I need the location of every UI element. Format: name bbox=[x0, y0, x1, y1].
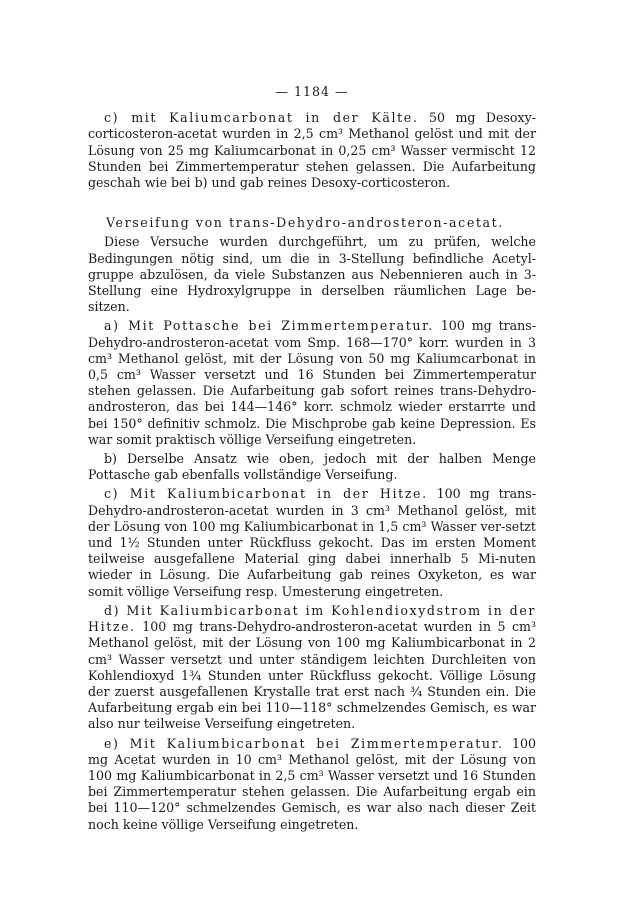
paragraph-lead: e) Mit Kaliumbicarbonat bei Zimmertemperatur. bbox=[104, 735, 504, 751]
paragraph-body: 100 mg trans-Dehydro-androsteron-acetat vom Smp. 168—170° korr. wurden in 3 cm³ Methanol gelöst, mit der Lösung von 50 mg Kaliumcarbonat in 0,5 cm³ Wasser versetzt und 16 Stunden bei Zimmertemperatur stehen gelassen. Die Aufarbeitung gab sofort reines trans-Dehydro-androsteron, das bei 144—146° korr. schmolz wieder erstarrte und bei 150° definitiv schmolz. Die Mischprobe gab keine Depression. Es war somit praktisch völlige Verseifung eingetreten. bbox=[88, 318, 536, 447]
paragraph-b: b) Derselbe Ansatz wie oben, jedoch mit der halben Menge Pottasche gab ebenfalls vollständige Verseifung. bbox=[88, 451, 536, 483]
paragraph-c-kaliumcarbonat-kaelte bbox=[88, 110, 536, 191]
paragraph-body: 100 mg trans-Dehydro-androsteron-acetat wurden in 5 cm³ Methanol gelöst, mit der Lösung von 100 mg Kaliumbicarbonat in 2 cm³ Wasser versetzt und unter ständigem leichten Durchleiten von Kohlendioxyd 1¾ Stunden unter Rückfluss gekocht. Völlige Lösung der zuerst ausgefallenen Krystalle trat erst nach ¾ Stunden ein. Die Aufarbeitung ergab ein bei 110—118° schmelzendes Gemisch, es war also nur teilweise Verseifung eingetreten. bbox=[88, 619, 536, 732]
paragraph-body: 100 mg trans-Dehydro-androsteron-acetat wurden in 3 cm³ Methanol gelöst, mit der Lösung von 100 mg Kaliumbicarbonat in 1,5 cm³ Wasser ver-setzt und 1½ Stunden unter Rückfluss gekocht. Das im ersten Moment teilweise ausgefallene Material ging dabei innerhalb 5 Mi-nuten wieder in Lösung. Die Aufarbeitung gab reines Oxyketon, es war somit völlige Verseifung resp. Umesterung eingetreten. bbox=[88, 486, 536, 599]
paragraph-lead: c) mit Kaliumcarbonat in der Kälte. bbox=[104, 110, 419, 126]
paragraph-c bbox=[88, 486, 536, 599]
section-heading: Verseifung von trans-Dehydro-androsteron-acetat. bbox=[106, 215, 504, 231]
paragraph-lead: d) Mit Kaliumbicarbonat im Kohlendioxydstrom in der Hitze. bbox=[88, 602, 536, 635]
document-page bbox=[88, 84, 536, 833]
paragraph-lead: c) Mit Kaliumbicarbonat in der Hitze. bbox=[104, 486, 428, 502]
paragraph-a bbox=[88, 318, 536, 448]
paragraph-d bbox=[88, 603, 536, 733]
intro-paragraph: Diese Versuche wurden durchgeführt, um zu prüfen, welche Bedingungen nötig sind, um die in 3-Stellung befindliche Acetyl-gruppe abzulösen, da viele Substanzen aus Nebennieren auch in 3-Stellung eine Hydroxylgruppe in derselben räumlichen Lage be-sitzen. bbox=[88, 234, 536, 315]
paragraph-lead: a) Mit Pottasche bei Zimmertemperatur. bbox=[104, 318, 434, 334]
page-number: — 1184 — bbox=[275, 84, 349, 99]
paragraph-body: 100 mg Acetat wurden in 10 cm³ Methanol gelöst, mit der Lösung von 100 mg Kaliumbicarbonat in 2,5 cm³ Wasser versetzt und 16 Stunden bei Zimmertemperatur stehen gelassen. Die Aufarbeitung ergab ein bei 110—120° schmelzendes Gemisch, es war also nach dieser Zeit noch keine völlige Verseifung eingetreten. bbox=[88, 735, 536, 832]
paragraph-e bbox=[88, 736, 536, 833]
paragraph-body: 50 mg Desoxy-corticosteron-acetat wurden in 2,5 cm³ Methanol gelöst und mit der Lösung von 25 mg Kaliumcarbonat in 0,25 cm³ Wasser vermischt 12 Stunden bei Zimmertemperatur stehen gelassen. Die Aufarbeitung geschah wie bei b) und gab reines Desoxy-corticosteron. bbox=[88, 110, 536, 191]
